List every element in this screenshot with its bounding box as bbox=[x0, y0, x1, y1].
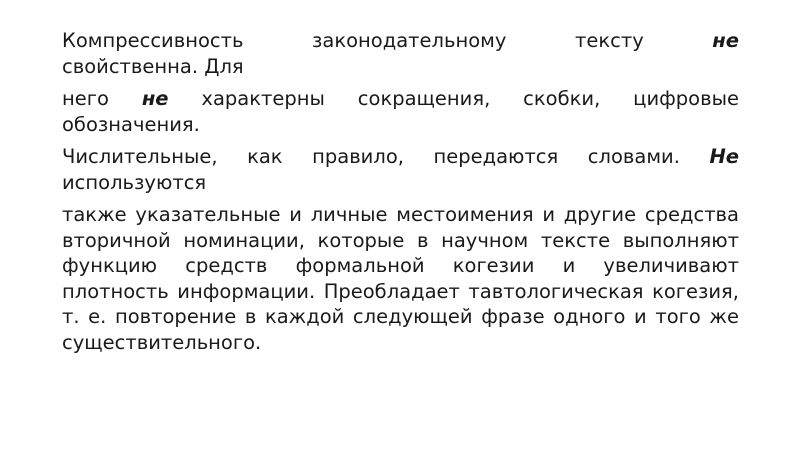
paragraph-1-emphasis: не bbox=[712, 29, 739, 52]
paragraph-1-text-b: свойственна. Для bbox=[62, 54, 244, 78]
paragraph-2-text-a: него bbox=[62, 87, 142, 110]
paragraph-3-text-a: Числительные, как правило, передаются словами. bbox=[62, 145, 710, 168]
paragraph-1 bbox=[62, 28, 739, 54]
paragraph-2-emphasis: не bbox=[141, 87, 169, 110]
paragraph-4: также указательные и личные местоимения и другие средства вторичной номинации, которые в научном тексте выполняют функцию средств формальной когезии и увеличивают плотность информации. Преобладает тавтологическая когезия, т. е. повторение в каждой следующей фразе одного и того же существительного. bbox=[62, 203, 739, 354]
paragraph-3-emphasis: Не bbox=[709, 145, 739, 168]
paragraph-1-continued bbox=[62, 54, 739, 80]
paragraph-2 bbox=[62, 86, 739, 137]
paragraph-3 bbox=[62, 144, 739, 195]
paragraph-2-text-b: характерны сокращения, скобки, цифровые обозначения. bbox=[62, 87, 739, 136]
paragraph-3-text-b: используются bbox=[62, 170, 207, 194]
paragraph-1-text-a: Компрессивность законодательному тексту bbox=[62, 29, 713, 52]
text-block bbox=[62, 28, 739, 362]
